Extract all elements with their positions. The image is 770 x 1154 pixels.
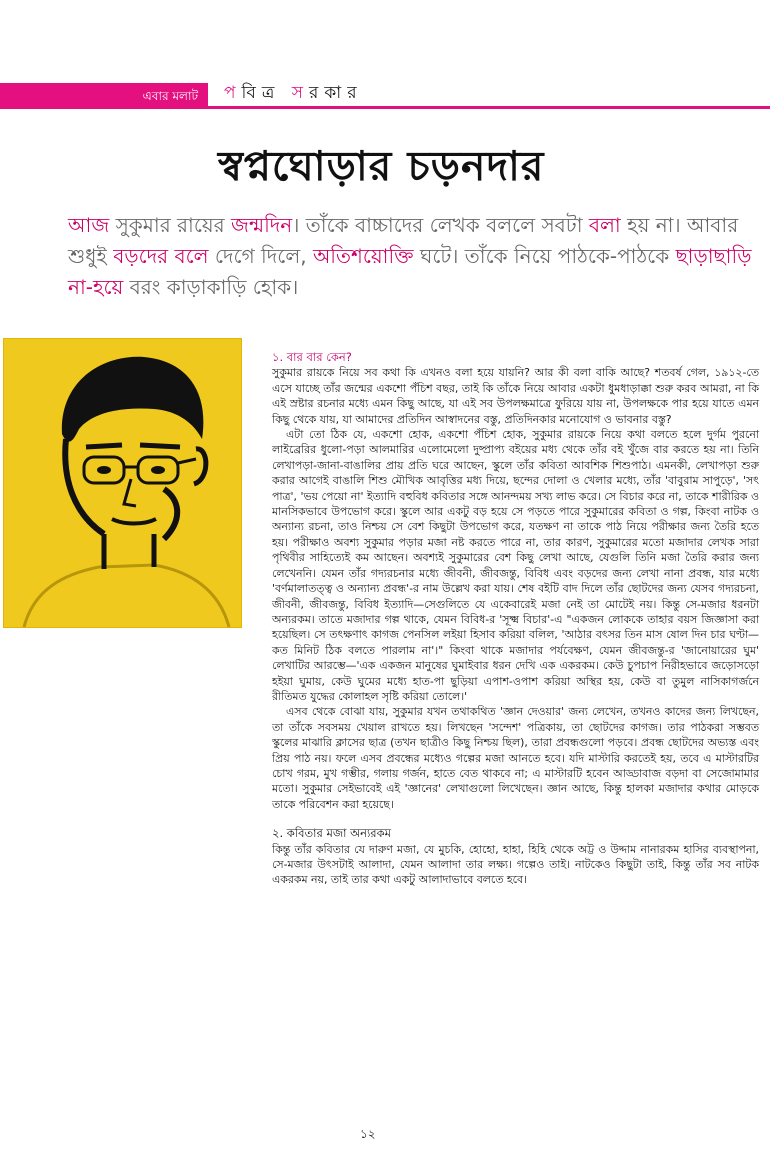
paragraph: সুকুমার রায়কে নিয়ে সব কথা কি এখনও বলা হয়ে যায়নি? আর কী বলা বাকি আছে? শতবর্ষ গেল, ১৯১২-তে এসে যাচ্ছে তাঁর জন্মের একশো পঁচিশ বছর, তাই কি তাঁকে নিয়ে আবার একটা ধুমধাড়াক্কা শুরু করব আমরা, না কি এই স্রষ্টার রচনার মধ্যে এমন কিছু আছে, যা এই সব উপলক্ষমাত্রে ফুরিয়ে যায় না, উপলক্ষকে পার হয়ে যাতে এমন কিছু থেকে যায়, যা আমাদের প্রতিদিন আস্বাদনের বস্তু, প্রতিদিনকার মনোযোগ ও ভাবনার বস্তু? bbox=[272, 366, 759, 426]
article-body bbox=[272, 350, 759, 888]
intro-standfirst: আজ সুকুমার রায়ের জন্মদিন। তাঁকে বাচ্চাদের লেখক বললে সবটা বলা হয় না। আবার শুধুই বড়দের বলে দেগে দিলে, অতিশয়োক্তি ঘটে। তাঁকে নিয়ে পাঠকে-পাঠকে ছাড়াছাড়ি না-হয়ে বরং কাড়াকাড়ি হোক। bbox=[68, 213, 752, 299]
paragraph: কিন্তু তাঁর কবিতার যে দারুণ মজা, যে মুচকি, হোহো, হাহা, হিহি থেকে অট্ট ও উদ্দাম নানারকম হাসির ব্যবস্থাপনা, সে-মজার উৎসটাই আলাদা, যেমন আলাদা তার লক্ষ্য। গল্পেও তাই। নাটকেও কিছুটা তাই, কিন্তু তাঁর সব নাটক একরকম নয়, তাই তার কথা একটু আলাদাভাবে বলতে হবে। bbox=[272, 842, 759, 887]
portrait-illustration bbox=[4, 339, 241, 627]
paragraph: এটা তো ঠিক যে, একশো হোক, একশো পঁচিশ হোক, সুকুমার রায়কে নিয়ে কথা বলতে হলে দুর্গম পুরনো লাইব্রেরির ধুলো-পড়া আলমারির এলোমেলো দুষ্প্রাপ্য বইয়ের মধ্য থেকে তাঁর বই খুঁজে বার করতে হয় না। তিনি লেখাপড়া-জানা-বাঙালির প্রায় প্রতি ঘরে আছেন, স্কুলে তাঁর কবিতা আবশিক শিশুপাঠ। এমনকী, লেখাপড়া শুরু করার আগেই বাঙালি শিশু মৌখিক আবৃত্তির মধ্য দিয়ে, ছন্দের দোলা ও খেলার মধ্যে, তাঁর 'বাবুরাম সাপুড়ে', 'সৎ পাত্র', 'ভয় পেয়ো না' ইত্যাদি বহুবিধ কবিতার সঙ্গে আনন্দময় সখ্য লাভ করে। সে বিচার করে না, তাকে শারীরিক ও মানসিকভাবে উপভোগ করে। স্কুলে আর একটু বড় হয়ে সে পড়তে পারে সুকুমারের কবিতা ও গল্প, কিংবা নাটক ও অন্যান্য রচনা, তাও নিশ্চয় সে বেশ কিছুটা উপভোগ করে, যতক্ষণ না তাকে পাঠ নিয়ে পরীক্ষার জন্য তৈরি হতে হয়। পরীক্ষাও অবশ্য সুকুমার পড়ার মজা নষ্ট করতে পারে না, তার কারণ, সুকুমারের মতো মজাদার লেখক সারা পৃথিবীর সাহিত্যেই কম আছেন। অবশ্যই সুকুমারের বেশ কিছু লেখা আছে, যেগুলি তিনি মজা তৈরি করার জন্য লেখেননি। যেমন তাঁর গদ্যরচনার মধ্যে জীবনী, জীবজন্তু, বিবিধ এবং বড়দের জন্য লেখা নানা প্রবন্ধ, যার মধ্যে 'বর্ণমালাতত্ত্ব ও অন্যান্য প্রবন্ধ'-র নাম উল্লেখ করা যায়। শেষ বইটি বাদ দিলে তাঁর ছোটদের জন্য যেসব গদ্যরচনা, জীবনী, জীবজন্তু, বিবিধ ইত্যাদি—সেগুলিতে যে একেবারেই মজা নেই তা মোটেই নয়। কিন্তু সে-মজার ধরনটা অন্যরকম। তাতে মজাদার গল্প থাকে, যেমন বিবিধ-র 'সূক্ষ্ম বিচার'-এ "একজন লোককে তাহার বয়স জিজ্ঞাসা করা হয়েছিল। সে তৎক্ষণাৎ কাগজ পেনসিল লইয়া হিসাব করিয়া বলিল, 'আঠার বৎসর তিন মাস ষোল দিন চার ঘণ্টা—কত মিনিট ঠিক বলতে পারলাম না'।" কিংবা থাকে মজাদার পর্যবেক্ষণ, যেমন জীবজন্তু-র 'জানোয়ারের ঘুম' লেখাটির আরম্ভে—'এক একজন মানুষের ঘুমাইবার ধরন দেখি এক একরকম। কেউ চুপচাপ নিরীহভাবে জড়োসড়ো হইয়া ঘুমায়, কেউ ঘুমের মধ্যে হাত-পা ছুড়িয়া এপাশ-ওপাশ করিয়া অস্থির হয়, কেউ বা তুমুল নাসিকাগর্জনে রীতিমত যুদ্ধের কোলাহল সৃষ্টি করিয়া তোলে।' bbox=[272, 428, 759, 703]
portrait-image bbox=[3, 338, 242, 628]
section-label: এবার মলাট bbox=[142, 89, 198, 103]
section-label-bar bbox=[0, 83, 208, 109]
section-heading: ২. কবিতার মজা অন্যরকম bbox=[272, 826, 392, 841]
article-title: স্বপ্নঘোড়ার চড়নদার bbox=[218, 142, 545, 190]
page-number: ১২ bbox=[360, 1127, 376, 1141]
section-heading: ১. বার বার কেন? bbox=[272, 350, 352, 364]
paragraph: এসব থেকে বোঝা যায়, সুকুমার যখন তথাকথিত 'জ্ঞান দেওয়ার' জন্য লেখেন, তখনও কাদের জন্য লিখছেন, তা তাঁকে সবসময় খেয়াল রাখতে হয়। লিখছেন 'সন্দেশ' পত্রিকায়, তা ছোটদের কাগজ। তার পাঠকরা সম্ভবত স্কুলের মাঝারি ক্লাসের ছাত্র (তখন ছাত্রীও কিছু নিশ্চয় ছিল), তারা প্রবন্ধগুলো পড়বে। প্রবন্ধ ছোটদের অভ্যস্ত এবং প্রিয় পাঠ নয়। ফলে এসব প্রবন্ধের মধ্যেও গল্পের মজা আনতে হবে। যদি মাস্টারি করতেই হয়, তবে এ মাস্টারটির চোখ গরম, মুখ গম্ভীর, গলায় গর্জন, হাতে বেত থাকবে না; এ মাস্টারটি হবেন আড্ডাবাজ বড়দা বা সেজোমামার মতো। সুকুমার সেইভাবেই এই 'জ্ঞানের' লেখাগুলো লিখেছেন। জ্ঞান আছে, কিন্তু হালকা মজাদার কথার মোড়কে তাকে পরিবেশন করা হয়েছে। bbox=[272, 705, 759, 811]
author-name: পবিত্র সরকার bbox=[224, 83, 363, 103]
